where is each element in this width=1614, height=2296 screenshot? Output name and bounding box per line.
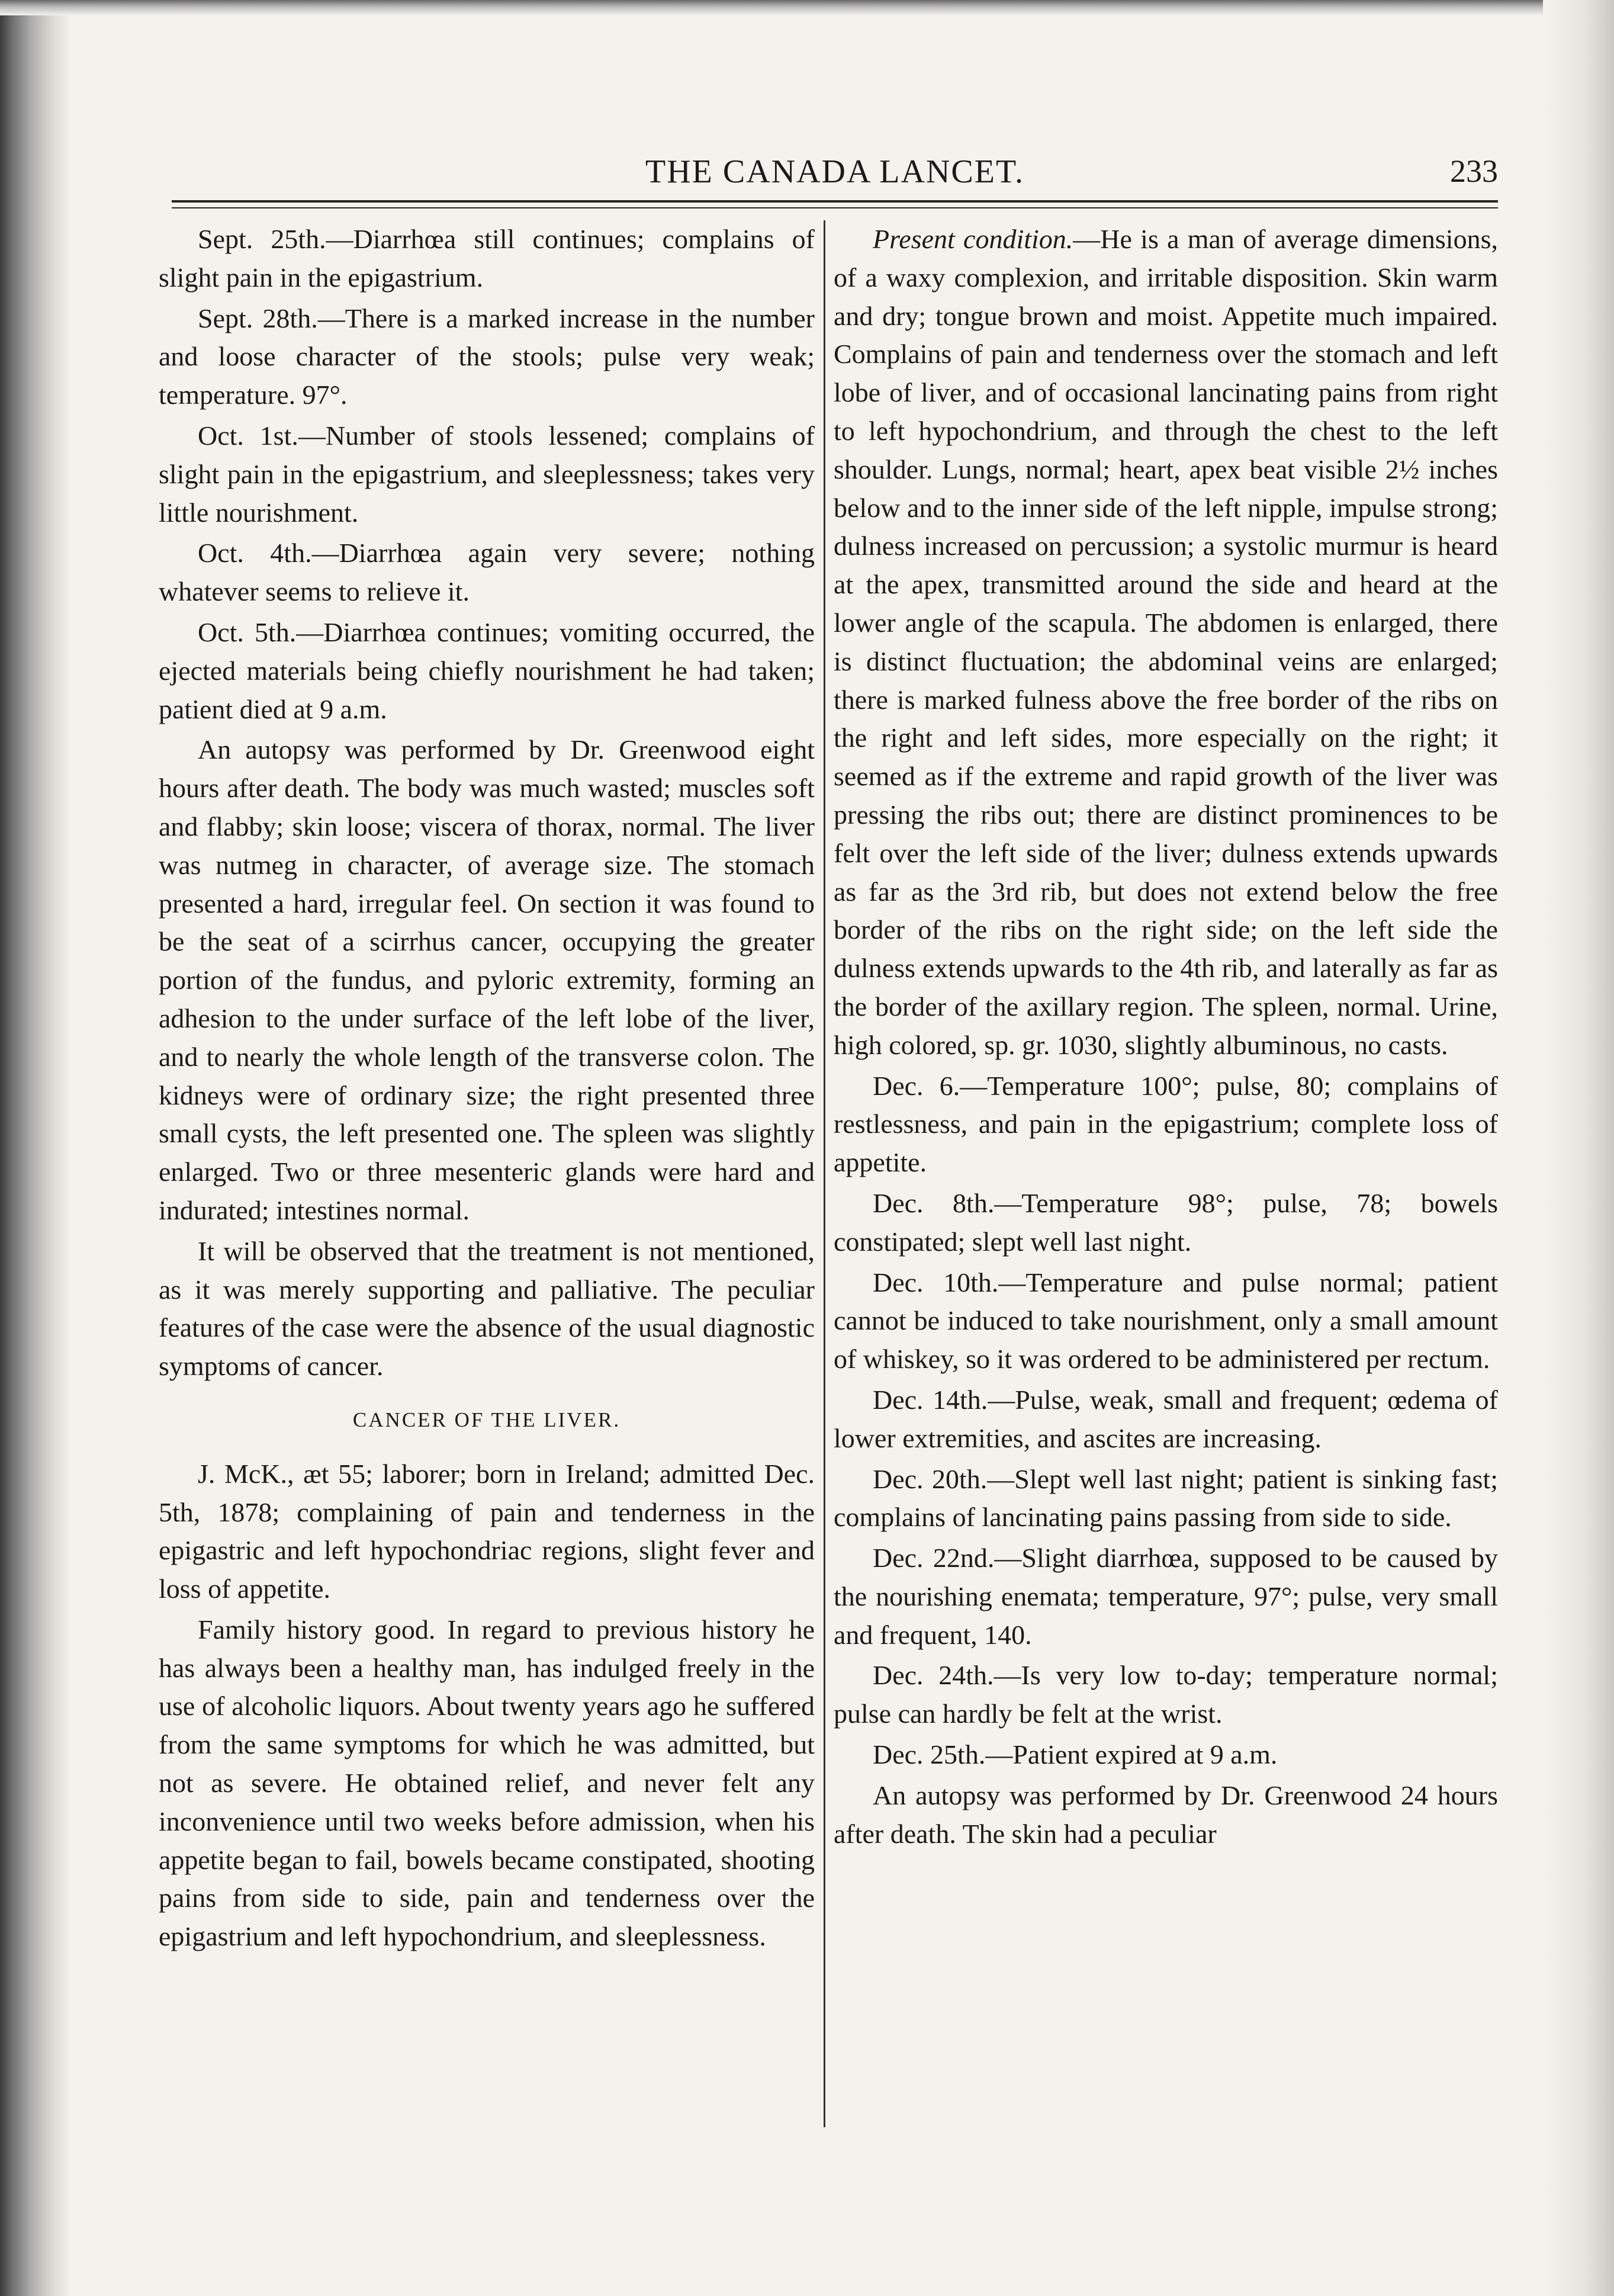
page-number: 233 [1450,153,1498,189]
running-header [172,153,1498,200]
paragraph-dec-8: Dec. 8th.—Temperature 98°; pulse, 78; bowels constipated; slept well last night. [834,1187,1498,1257]
journal-title: THE CANADA LANCET. [645,153,1025,190]
paragraph-oct-1: Oct. 1st.—Number of stools lessened; complains of slight pain in the epigastrium, and sleeplessness; takes very little nourishment. [159,420,815,528]
paragraph-observation: It will be observed that the treatment is not mentioned, as it was merely supporting and palliative. The peculiar features of the case were the absence of the usual diagnostic symptoms of cancer. [159,1235,815,1382]
paragraph-second-autopsy: An autopsy was performed by Dr. Greenwood 24 hours after death. The skin had a peculiar [834,1780,1498,1849]
paragraph-dec-25: Dec. 25th.—Patient expired at 9 a.m. [873,1739,1278,1770]
column-divider [824,220,825,2127]
paragraph-family-history: Family history good. In regard to previous history he has always been a healthy man, has indulged freely in the use of alcoholic liquors. About twenty years ago he suffered from the same symptoms for which he was admitted, but not as severe. He obtained relief, and never felt any inconvenience until two weeks before admission, when his appetite began to fail, bowels became constipated, shooting pains from side to side, pain and tenderness over the epigastrium and left hypochondrium, and sleeplessness. [159,1614,815,1952]
present-condition-label: Present condition. [873,224,1073,254]
left-column [159,220,815,1958]
paragraph-autopsy: An autopsy was performed by Dr. Greenwood eight hours after death. The body was much wasted; muscles soft and flabby; skin loose; viscera of thorax, normal. The liver was nutmeg in character, of average size. The stomach presented a hard, irregular feel. On section it was found to be the seat of a scirrhus cancer, occupying the greater portion of the fundus, and pyloric extremity, forming an adhesion to the under surface of the left lobe of the liver, and to nearly the whole length of the transverse colon. The kidneys were of ordinary size; the right presented three small cysts, the left presented one. The spleen was slightly enlarged. Two or three mesenteric glands were hard and indurated; intestines normal. [159,734,815,1225]
paragraph-dec-14: Dec. 14th.—Pulse, weak, small and frequent; œdema of lower extremities, and ascites are increasing. [834,1384,1498,1453]
header-rule-thick [172,200,1498,203]
right-column [834,220,1498,1855]
paragraph-sept-25: Sept. 25th.—Diarrhœa still continues; complains of slight pain in the epigastrium. [159,224,815,293]
paragraph-oct-5: Oct. 5th.—Diarrhœa continues; vomiting occurred, the ejected materials being chiefly nourishment he had taken; patient died at 9 a.m. [159,616,815,724]
header-rule-thin [172,207,1498,208]
page-binding-shadow [0,0,71,2296]
page-right-edge [1543,0,1614,2296]
paragraph-dec-6: Dec. 6.—Temperature 100°; pulse, 80; complains of restlessness, and pain in the epigastrium; complete loss of appetite. [834,1070,1498,1178]
paragraph-dec-22: Dec. 22nd.—Slight diarrhœa, supposed to be caused by the nourishing enemata; temperature, 97°; pulse, very small and frequent, 140. [834,1543,1498,1650]
paragraph-dec-20: Dec. 20th.—Slept well last night; patient is sinking fast; complains of lancinating pains passing from side to side. [834,1463,1498,1533]
paragraph-dec-24: Dec. 24th.—Is very low to-day; temperature normal; pulse can hardly be felt at the wrist. [834,1660,1498,1729]
paragraph-present-condition [834,220,1498,1065]
section-heading: CANCER OF THE LIVER. [352,1408,621,1431]
page-top-edge [0,0,1614,15]
paragraph-dec-10: Dec. 10th.—Temperature and pulse normal; patient cannot be induced to take nourishment, only a small amount of whiskey, so it was ordered to be administered per rectum. [834,1267,1498,1375]
paragraph-patient-intro: J. McK., æt 55; laborer; born in Ireland; admitted Dec. 5th, 1878; complaining of pain and tenderness in the epigastric and left hypochondriac regions, slight fever and loss of appetite. [159,1458,815,1604]
paragraph-oct-4: Oct. 4th.—Diarrhœa again very severe; nothing whatever seems to relieve it. [159,538,815,607]
present-condition-text: —He is a man of average dimensions, of a waxy complexion, and irritable disposition. Skin warm and dry; tongue brown and moist. Appetite much impaired. Complains of pain and tenderness over the stomach and left lobe of liver, and of occasional lancinating pains from right to left hypochondrium, and through the chest to the left shoulder. Lungs, normal; heart, apex beat visible 2½ inches below and to the inner side of the left nipple, impulse strong; dulness increased on percussion; a systolic murmur is heard at the apex, transmitted around the side and heard at the lower angle of the scapula. The abdomen is enlarged, there is distinct fluctuation; the abdominal veins are enlarged; there is marked fulness above the free border of the ribs on the right and left sides, more especially on the right; it seemed as if the extreme and rapid growth of the liver was pressing the ribs out; there are distinct prominences to be felt over the left side of the liver; dulness extends upwards as far as the 3rd rib, but does not extend below the free border of the ribs on the right side; on the left side the dulness extends upwards to the 4th rib, and laterally as far as the border of the axillary region. The spleen, normal. Urine, high colored, sp. gr. 1030, slightly albuminous, no casts. [834,224,1498,1060]
paragraph-sept-28: Sept. 28th.—There is a marked increase in the number and loose character of the stools; pulse very weak; temperature. 97°. [159,303,815,410]
